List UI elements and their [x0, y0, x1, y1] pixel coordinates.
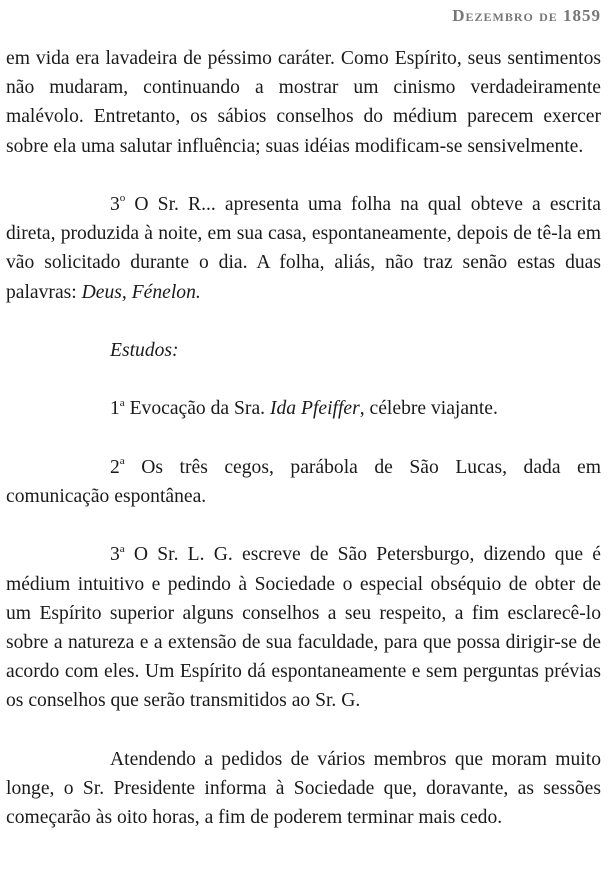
running-head: Dezembro de 1859 [452, 6, 601, 25]
study-text: Os três cegos, parábola de São Lucas, dada em comunicação espontânea. [6, 456, 601, 507]
ordinal-indicator: a [119, 396, 125, 409]
study-item-1 [6, 394, 601, 423]
direct-writing-words: Deus, Fénelon. [81, 281, 201, 303]
paragraph-gap [6, 511, 601, 540]
paragraph-text: O Sr. R... apresenta uma folha na qual obteve a escrita direta, produzida à noite, em sua casa, espontaneamente, depois de tê-la em vão solicitado durante o dia. A folha, aliás, não traz senão estas duas palavras: [6, 194, 601, 303]
paragraph-continuation: em vida era lavadeira de péssimo caráter. Como Espírito, seus sentimentos não mudaram, continuando a mostrar um cinismo verdadeiramente malévolo. Entretanto, os sábios conselhos do médium parecem exercer sobre ela uma salutar influência; suas idéias modificam-se sensivelmente. [6, 48, 601, 157]
paragraph-gap [6, 161, 601, 190]
studies-heading: Estudos: [110, 340, 179, 361]
paragraph-gap [6, 307, 601, 336]
item-number: 2 [110, 456, 120, 478]
paragraph-announcement: Atendendo a pedidos de vários membros que moram muito longe, o Sr. Presidente informa à Sociedade que, doravante, as sessões começarão às oito horas, a fim de poderem terminar mais cedo. [6, 748, 601, 829]
study-item-3 [6, 540, 601, 715]
ordinal-indicator: a [119, 455, 125, 468]
ordinal-indicator: o [119, 192, 126, 205]
paragraph-item-3 [6, 190, 601, 307]
study-text-pre: Evocação da Sra. [124, 398, 270, 420]
study-item-2 [6, 453, 601, 511]
item-number: 3 [110, 544, 120, 566]
study-person-name: Ida Pfeiffer [269, 398, 360, 420]
paragraph-gap [6, 365, 601, 394]
ordinal-indicator: a [119, 542, 125, 555]
item-number: 1 [110, 398, 120, 420]
paragraph-gap [6, 424, 601, 453]
study-text-post: , célebre viajante. [359, 398, 498, 420]
body-text [6, 44, 601, 832]
paragraph-gap [6, 716, 601, 745]
study-text: O Sr. L. G. escreve de São Petersburgo, dizendo que é médium intuitivo e pedindo à Sociedade o especial obséquio de obter de um Espírito superior alguns conselhos a seu respeito, a fim esclarecê-lo sobre a natureza e a extensão de sua faculdade, para que possa dirigir-se de acordo com eles. Um Espírito dá espontaneamente e sem perguntas prévias os conselhos que serão transmitidos ao Sr. G. [6, 544, 601, 712]
item-number: 3 [110, 194, 120, 215]
